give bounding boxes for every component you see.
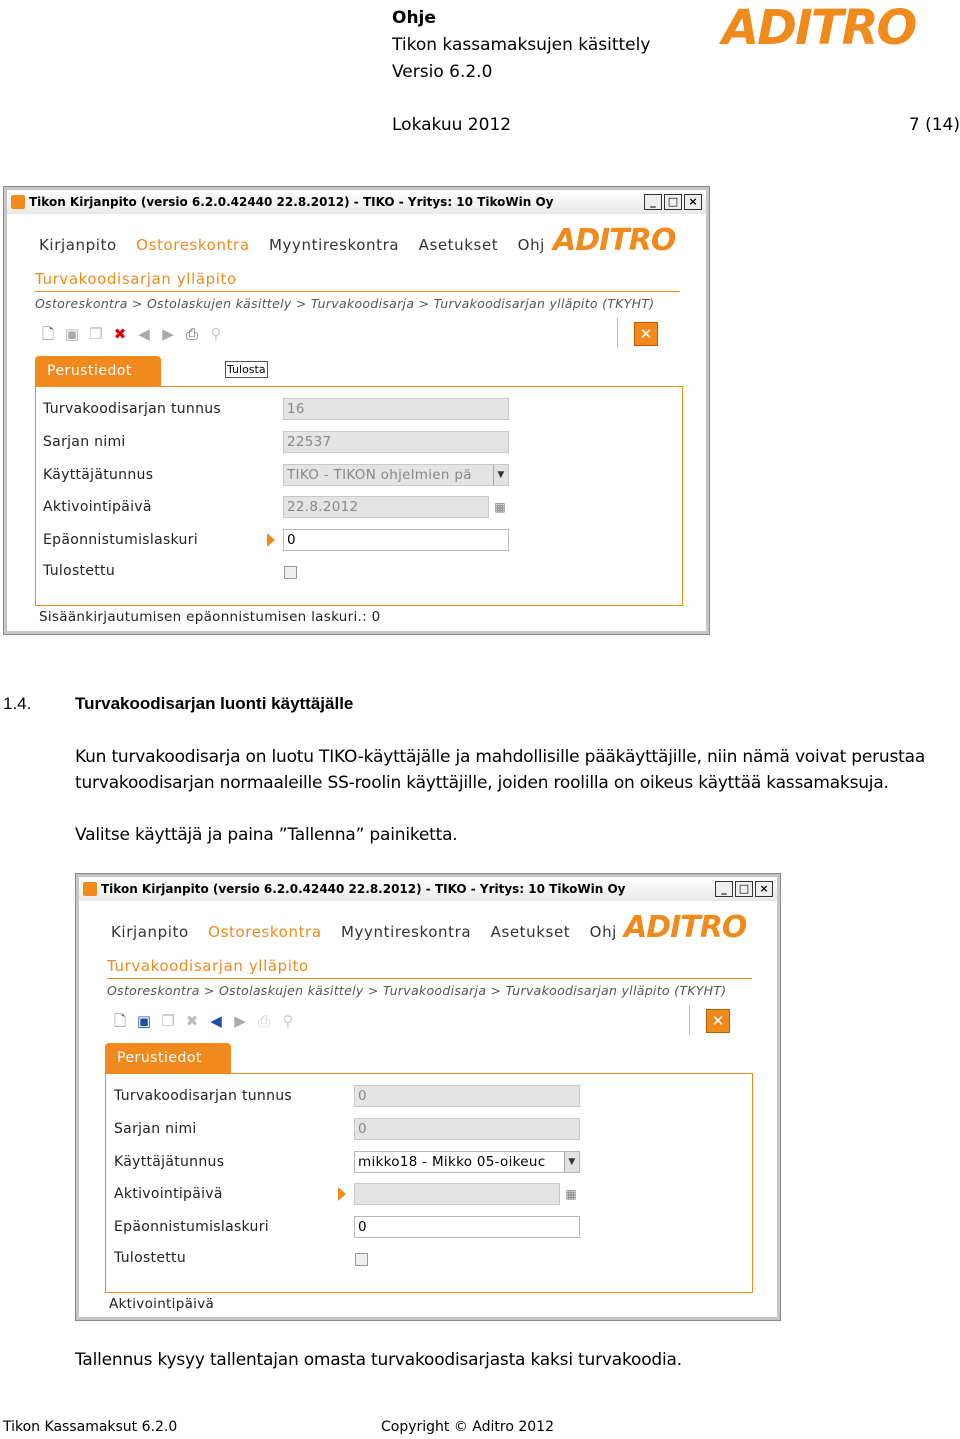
label-sarjan-nimi: Sarjan nimi — [43, 434, 126, 450]
label-epaonnistumislaskuri: Epäonnistumislaskuri — [43, 532, 198, 548]
field-kayttajatunnus[interactable] — [354, 1151, 580, 1173]
screenshot-window-2 — [76, 874, 780, 1320]
field-epaonnistumislaskuri[interactable]: 0 — [283, 529, 509, 551]
close-window-button[interactable]: × — [755, 881, 773, 897]
app-icon — [83, 882, 97, 896]
main-menu — [111, 923, 631, 941]
section-divider — [107, 978, 752, 979]
label-aktivointipaiva: Aktivointipäivä — [43, 499, 152, 515]
minimize-button[interactable]: _ — [715, 881, 733, 897]
window-title: Tikon Kirjanpito (versio 6.2.0.42440 22.8.2012) - TIKO - Yritys: 10 TikoWin Oy — [101, 882, 626, 896]
maximize-button[interactable]: □ — [735, 881, 753, 897]
toolbar-separator — [689, 1005, 690, 1035]
status-bar: Sisäänkirjautumisen epäonnistumisen laskuri.: 0 — [39, 609, 381, 625]
breadcrumb: Ostoreskontra > Ostolaskujen käsittely > Turvakoodisarja > Turvakoodisarjan ylläpito (TKYHT) — [107, 983, 727, 998]
save-icon[interactable]: ▣ — [64, 325, 80, 343]
paragraph-1-line-2: turvakoodisarjan normaaleille SS-roolin käyttäjille, joiden roolilla on oikeus käyttää kassamaksuja. — [75, 773, 889, 793]
print-icon[interactable]: ⎙ — [185, 325, 198, 343]
main-menu — [39, 236, 559, 254]
minimize-button[interactable]: _ — [644, 194, 662, 210]
field-epaonnistumislaskuri[interactable]: 0 — [354, 1216, 580, 1238]
label-sarjan-nimi: Sarjan nimi — [114, 1121, 197, 1137]
app-icon — [11, 195, 25, 209]
back-icon[interactable]: ◀ — [138, 325, 150, 343]
label-tunnus: Turvakoodisarjan tunnus — [114, 1088, 293, 1104]
toolbar-separator — [617, 318, 618, 348]
menu-kirjanpito[interactable]: Kirjanpito — [39, 236, 117, 254]
new-icon[interactable]: 🗋 — [41, 325, 55, 343]
tab-perustiedot[interactable]: Perustiedot — [35, 356, 161, 386]
page-number: 7 (14) — [908, 115, 960, 135]
close-window-button[interactable]: × — [684, 194, 702, 210]
calendar-icon[interactable]: ▦ — [565, 1187, 577, 1201]
aditro-logo: ADITRO — [722, 0, 916, 56]
checkbox-tulostettu[interactable] — [284, 566, 297, 579]
print-tooltip: Tulosta — [227, 363, 266, 376]
save-icon[interactable]: ▣ — [136, 1012, 152, 1030]
field-kayttajatunnus — [283, 464, 509, 486]
print-icon[interactable]: ⎙ — [257, 1012, 270, 1030]
section-divider — [35, 291, 680, 292]
menu-ostoreskontra[interactable]: Ostoreskontra — [208, 923, 322, 941]
calendar-icon[interactable]: ▦ — [494, 500, 506, 514]
section-number: 1.4. — [3, 694, 32, 713]
window-titlebar — [7, 190, 706, 214]
current-row-arrow-icon — [267, 533, 275, 547]
breadcrumb: Ostoreskontra > Ostolaskujen käsittely > Turvakoodisarja > Turvakoodisarjan ylläpito (TKYHT) — [35, 296, 655, 311]
label-tulostettu: Tulostettu — [114, 1250, 187, 1266]
window-logo: ADITRO — [553, 223, 676, 258]
menu-asetukset[interactable]: Asetukset — [418, 236, 499, 254]
field-aktivointipaiva — [354, 1183, 560, 1205]
menu-asetukset[interactable]: Asetukset — [490, 923, 571, 941]
label-kayttajatunnus: Käyttäjätunnus — [114, 1154, 225, 1170]
field-aktivointipaiva: 22.8.2012 — [283, 496, 489, 518]
menu-ohje[interactable]: Ohj — [517, 236, 545, 254]
copy-icon[interactable]: ❐ — [161, 1012, 175, 1030]
menu-ohje[interactable]: Ohj — [589, 923, 617, 941]
back-icon[interactable]: ◀ — [210, 1012, 222, 1030]
doc-title: Ohje — [392, 8, 436, 28]
new-icon[interactable]: 🗋 — [113, 1012, 127, 1030]
field-sarjan-nimi: 0 — [354, 1118, 580, 1140]
dropdown-arrow-icon[interactable]: ▼ — [564, 1152, 579, 1172]
delete-icon[interactable]: ✖ — [113, 325, 127, 343]
close-form-button[interactable]: ✕ — [706, 1009, 730, 1033]
label-kayttajatunnus: Käyttäjätunnus — [43, 467, 154, 483]
window-logo: ADITRO — [624, 910, 747, 945]
footer-copyright: Copyright © Aditro 2012 — [381, 1419, 554, 1435]
kayttaja-value: mikko18 - Mikko 05-oikeuc — [358, 1154, 546, 1170]
search-icon[interactable]: ⚲ — [210, 325, 222, 343]
search-icon[interactable]: ⚲ — [282, 1012, 294, 1030]
menu-ostoreskontra[interactable]: Ostoreskontra — [136, 236, 250, 254]
window-titlebar — [79, 877, 777, 901]
toolbar — [111, 1008, 297, 1034]
toolbar — [39, 321, 225, 347]
label-tunnus: Turvakoodisarjan tunnus — [43, 401, 222, 417]
forward-icon[interactable]: ▶ — [162, 325, 174, 343]
copy-icon[interactable]: ❐ — [89, 325, 103, 343]
section-title: Turvakoodisarjan ylläpito — [107, 957, 309, 975]
footer-left: Tikon Kassamaksut 6.2.0 — [3, 1419, 178, 1435]
forward-icon[interactable]: ▶ — [234, 1012, 246, 1030]
paragraph-1-line-1: Kun turvakoodisarja on luotu TIKO-käyttäjälle ja mahdollisille pääkäyttäjille, niin nämä voivat perustaa — [75, 747, 926, 767]
menu-myyntireskontra[interactable]: Myyntireskontra — [268, 236, 400, 254]
field-sarjan-nimi: 22537 — [283, 431, 509, 453]
delete-icon[interactable]: ✖ — [185, 1012, 199, 1030]
tab-perustiedot[interactable]: Perustiedot — [105, 1043, 231, 1073]
doc-version: Versio 6.2.0 — [392, 62, 493, 82]
field-tunnus: 16 — [283, 398, 509, 420]
kayttaja-value: TIKO - TIKON ohjelmien pä — [287, 467, 472, 483]
status-bar: Aktivointipäivä — [109, 1296, 215, 1312]
checkbox-tulostettu[interactable] — [355, 1253, 368, 1266]
current-row-arrow-icon — [338, 1187, 346, 1201]
dropdown-arrow-icon: ▼ — [493, 465, 508, 485]
label-tulostettu: Tulostettu — [43, 563, 116, 579]
section-title: Turvakoodisarjan ylläpito — [35, 270, 237, 288]
screenshot-window-1 — [4, 187, 709, 634]
doc-date: Lokakuu 2012 — [392, 115, 512, 135]
maximize-button[interactable]: □ — [664, 194, 682, 210]
section-heading — [3, 694, 353, 714]
window-title: Tikon Kirjanpito (versio 6.2.0.42440 22.8.2012) - TIKO - Yritys: 10 TikoWin Oy — [29, 195, 554, 209]
menu-kirjanpito[interactable]: Kirjanpito — [111, 923, 189, 941]
doc-subtitle: Tikon kassamaksujen käsittely — [392, 35, 651, 55]
menu-myyntireskontra[interactable]: Myyntireskontra — [340, 923, 472, 941]
paragraph-3: Tallennus kysyy tallentajan omasta turvakoodisarjasta kaksi turvakoodia. — [75, 1350, 682, 1370]
section-heading-title: Turvakoodisarjan luonti käyttäjälle — [75, 694, 354, 713]
label-aktivointipaiva: Aktivointipäivä — [114, 1186, 223, 1202]
label-epaonnistumislaskuri: Epäonnistumislaskuri — [114, 1219, 269, 1235]
document-header — [392, 5, 650, 86]
close-form-button[interactable]: ✕ — [634, 322, 658, 346]
field-tunnus: 0 — [354, 1085, 580, 1107]
paragraph-2: Valitse käyttäjä ja paina ”Tallenna” painiketta. — [75, 825, 458, 845]
